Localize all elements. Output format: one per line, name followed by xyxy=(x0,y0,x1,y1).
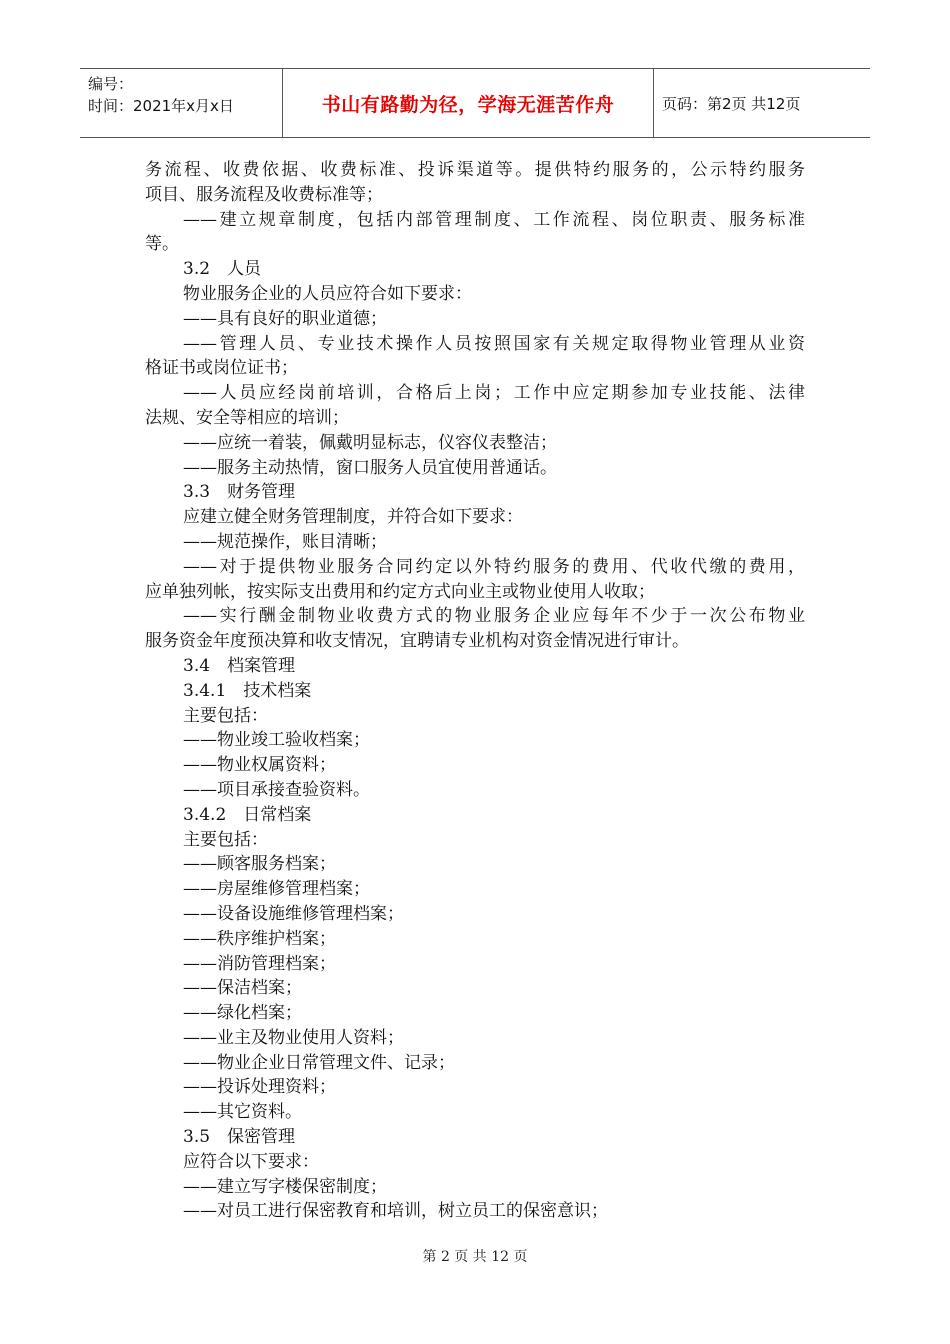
text-line: ——设备设施维修管理档案； xyxy=(183,903,404,924)
text-line: 3.4.2 日常档案 xyxy=(183,804,312,825)
text-line: ——物业企业日常管理文件、记录； xyxy=(183,1052,455,1073)
header-left-cell xyxy=(80,69,282,137)
text-line: 应符合以下要求： xyxy=(183,1151,319,1172)
text-line: ——建立规章制度，包括内部管理制度、工作流程、岗位职责、服务标准 xyxy=(183,209,805,230)
text-line: ——对于提供物业服务合同约定以外特约服务的费用、代收代缴的费用， xyxy=(183,556,805,577)
text-line: 应建立健全财务管理制度，并符合如下要求： xyxy=(183,507,523,528)
text-line: ——管理人员、专业技术操作人员按照国家有关规定取得物业管理从业资 xyxy=(183,333,805,354)
text-line: ——具有良好的职业道德； xyxy=(183,308,387,329)
text-line: ——对员工进行保密教育和培训，树立员工的保密意识； xyxy=(183,1201,608,1222)
text-line: 服务资金年度预决算和收支情况，宜聘请专业机构对资金情况进行审计。 xyxy=(145,631,689,652)
time-label: 时间：2021年x月x日 xyxy=(88,97,234,115)
text-line: ——物业竣工验收档案； xyxy=(183,730,370,751)
text-line: ——业主及物业使用人资料； xyxy=(183,1027,404,1048)
text-line: 格证书或岗位证书； xyxy=(145,358,298,379)
text-line: ——保洁档案； xyxy=(183,978,302,999)
document-body xyxy=(145,158,805,1224)
text-line: ——消防管理档案； xyxy=(183,953,336,974)
text-line: ——顾客服务档案； xyxy=(183,854,336,875)
text-line: 务流程、收费依据、收费标准、投诉渠道等。提供特约服务的，公示特约服务 xyxy=(145,160,805,180)
page-info: 页码：第2页 共12页 xyxy=(662,94,801,113)
text-line: ——建立写字楼保密制度； xyxy=(183,1176,387,1197)
text-line: 3.2 人员 xyxy=(183,259,262,280)
text-line: ——绿化档案； xyxy=(183,1003,302,1024)
header-motto-cell xyxy=(282,69,654,137)
text-line: 物业服务企业的人员应符合如下要求： xyxy=(183,283,472,304)
text-line: ——物业权属资料； xyxy=(183,755,336,776)
text-line: ——实行酬金制物业收费方式的物业服务企业应每年不少于一次公布物业 xyxy=(183,606,805,627)
page-footer xyxy=(0,1246,950,1266)
text-line: ——应统一着装，佩戴明显标志，仪容仪表整洁； xyxy=(183,432,557,453)
text-line: 项目、服务流程及收费标准等； xyxy=(145,184,383,205)
text-line: ——秩序维护档案； xyxy=(183,928,336,949)
text-line: 应单独列帐，按实际支出费用和约定方式向业主或物业使用人收取； xyxy=(145,581,655,602)
text-line: ——投诉处理资料； xyxy=(183,1077,336,1098)
text-line: ——房屋维修管理档案； xyxy=(183,879,370,900)
text-line: 主要包括： xyxy=(183,829,268,850)
text-line: 3.4 档案管理 xyxy=(183,655,296,676)
serial-label: 编号： xyxy=(88,75,134,93)
text-line: 3.3 财务管理 xyxy=(183,482,296,503)
text-line: 3.4.1 技术档案 xyxy=(183,680,312,701)
text-line: 主要包括： xyxy=(183,705,268,726)
motto-text: 书山有路勤为径，学海无涯苦作舟 xyxy=(321,93,615,116)
header-page-cell xyxy=(654,69,870,137)
text-line: ——项目承接查验资料。 xyxy=(183,779,370,800)
text-line: ——人员应经岗前培训，合格后上岗；工作中应定期参加专业技能、法律 xyxy=(183,383,805,404)
text-line: 等。 xyxy=(145,234,179,255)
text-line: 法规、安全等相应的培训； xyxy=(145,407,349,428)
footer-page-number: 第 2 页 共 12 页 xyxy=(422,1249,528,1265)
text-line: ——规范操作，账目清晰； xyxy=(183,531,387,552)
text-line: 3.5 保密管理 xyxy=(183,1127,296,1148)
text-line: ——服务主动热情，窗口服务人员宜使用普通话。 xyxy=(183,457,557,478)
text-line: ——其它资料。 xyxy=(183,1102,302,1123)
page-header xyxy=(80,68,870,138)
